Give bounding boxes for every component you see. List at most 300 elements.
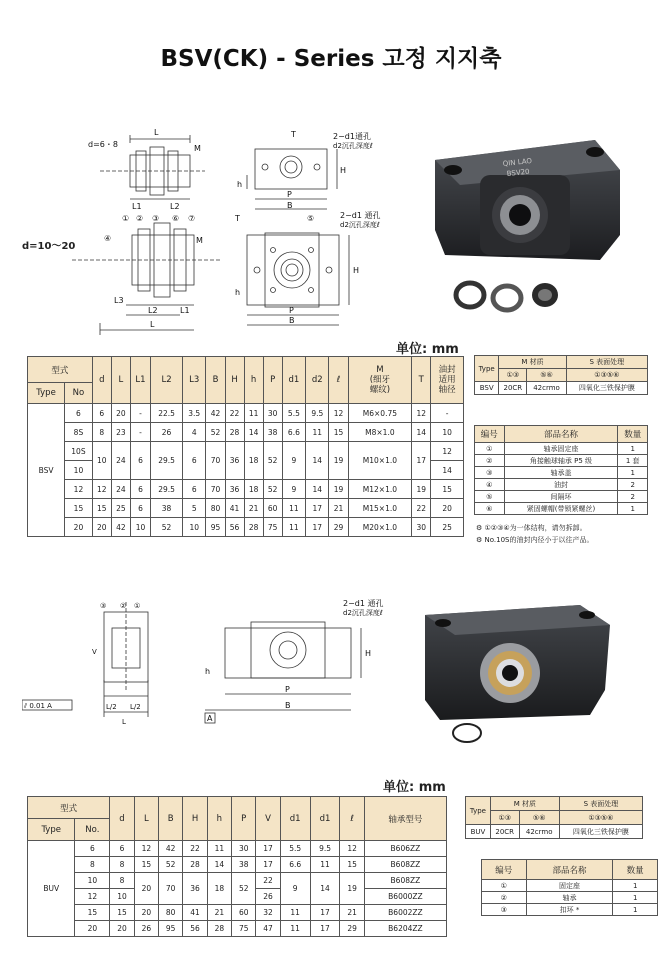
table-cell: 15	[340, 857, 364, 873]
table-cell: 20	[110, 921, 134, 937]
svg-text:M: M	[196, 236, 203, 245]
table-row	[475, 455, 648, 467]
buv-unit-label: 单位: mm	[383, 780, 446, 795]
table-cell: 42	[159, 841, 183, 857]
table-cell: 21	[329, 499, 348, 518]
table-header-cell: ℓ	[340, 797, 364, 841]
table-cell: 24	[111, 442, 130, 480]
table-row	[28, 404, 464, 423]
table-cell: 6	[92, 404, 111, 423]
table-header-cell: 部品名称	[526, 860, 613, 880]
table-cell: 油封	[504, 479, 618, 491]
note-icon-line: ⚙ ①②③④为一体结构，请勿拆卸。	[476, 524, 587, 532]
table-cell: 1	[613, 880, 658, 892]
table-cell: 28	[225, 423, 244, 442]
svg-text:B: B	[287, 201, 293, 210]
table-cell: 32	[256, 905, 280, 921]
table-cell: 70	[159, 873, 183, 905]
table-cell: 21	[207, 905, 231, 921]
table-cell: 扣环 *	[526, 904, 613, 916]
table-cell: 22.5	[151, 404, 183, 423]
table-cell: 14	[306, 442, 329, 480]
table-header-cell: d1	[310, 797, 340, 841]
svg-text:B: B	[285, 701, 291, 710]
table-cell: 10	[183, 518, 206, 537]
table-cell: 17	[412, 442, 431, 480]
table-cell: 6	[130, 499, 150, 518]
table-cell: 36	[225, 480, 244, 499]
table-header-cell: 数量	[618, 426, 648, 443]
table-cell: 1	[613, 904, 658, 916]
table-row	[475, 479, 648, 491]
table-header-cell: 轴承型号	[364, 797, 446, 841]
table-cell: B6002ZZ	[364, 905, 446, 921]
svg-text:P: P	[287, 190, 292, 199]
table-cell: 17	[256, 841, 280, 857]
table-cell: 11	[282, 499, 305, 518]
table-cell: 1	[618, 467, 648, 479]
svg-text:②: ②	[120, 602, 127, 610]
table-cell: -	[431, 404, 464, 423]
table-cell: 14	[244, 423, 263, 442]
svg-text:h: h	[205, 667, 211, 676]
note-icon: ⚙	[476, 524, 485, 532]
table-cell: 17	[310, 905, 340, 921]
table-cell: 70	[206, 442, 225, 480]
table-cell: 28	[207, 921, 231, 937]
table-cell: 6	[130, 442, 150, 480]
table-cell: 固定座	[526, 880, 613, 892]
table-cell: 紧固螺帽(带锁紧螺丝)	[504, 503, 618, 515]
table-header-cell: Type	[28, 383, 65, 404]
table-cell: 6	[75, 841, 110, 857]
table-cell: 52	[206, 423, 225, 442]
table-cell: BUV	[28, 841, 75, 937]
table-cell: 42crmo	[519, 825, 559, 839]
table-cell: 42crmo	[527, 382, 566, 395]
table-cell: 14	[207, 857, 231, 873]
table-header-cell: M 材质	[499, 356, 566, 369]
table-cell: 29.5	[151, 442, 183, 480]
svg-text:H: H	[340, 166, 347, 175]
svg-text:H: H	[365, 649, 372, 658]
table-cell: 25	[111, 499, 130, 518]
table-row	[28, 480, 464, 499]
table-cell: 6	[110, 841, 134, 857]
table-cell: 17	[306, 499, 329, 518]
bsv-side-drawing	[70, 125, 230, 340]
table-header-cell: ⑤⑥	[527, 369, 566, 382]
table-cell: 9.5	[310, 841, 340, 857]
table-cell: 8	[110, 873, 134, 889]
table-cell: 8	[92, 423, 111, 442]
table-cell: 15	[431, 480, 464, 499]
table-cell: 95	[159, 921, 183, 937]
table-row	[28, 873, 447, 889]
table-cell: 6.6	[280, 857, 310, 873]
table-cell: ③	[475, 467, 505, 479]
table-row	[482, 880, 658, 892]
table-row	[466, 825, 643, 839]
svg-text:L: L	[154, 128, 159, 137]
table-cell: 26	[256, 889, 280, 905]
table-cell: 12	[431, 442, 464, 461]
table-cell: 6	[130, 480, 150, 499]
table-header-cell: ℓ	[329, 357, 348, 404]
table-header-cell: h	[244, 357, 263, 404]
table-cell: 15	[65, 499, 93, 518]
bsv-notes	[476, 522, 656, 546]
table-cell: ①	[475, 443, 505, 455]
table-cell: 19	[412, 480, 431, 499]
table-cell: 22	[412, 499, 431, 518]
svg-text:2−d1 通孔: 2−d1 通孔	[340, 211, 381, 220]
svg-text:B: B	[289, 316, 295, 325]
table-cell: BSV	[28, 404, 65, 537]
table-cell: 22	[256, 873, 280, 889]
table-cell: 四氧化三铁保护膜	[559, 825, 642, 839]
table-cell: M12×1.0	[348, 480, 412, 499]
table-cell: 8	[75, 857, 110, 873]
table-row	[28, 442, 464, 461]
svg-text:③: ③	[100, 602, 107, 610]
table-cell: B608ZZ	[364, 857, 446, 873]
table-row	[475, 443, 648, 455]
table-cell: 29.5	[151, 480, 183, 499]
table-cell: 12	[340, 841, 364, 857]
table-cell: 95	[206, 518, 225, 537]
svg-text:P: P	[289, 306, 294, 315]
table-cell: 18	[207, 873, 231, 905]
table-row	[475, 491, 648, 503]
table-cell: 24	[111, 480, 130, 499]
svg-text:L1: L1	[132, 202, 142, 211]
table-cell: 47	[256, 921, 280, 937]
buv-dimension-table	[27, 796, 447, 937]
table-cell: 17	[310, 921, 340, 937]
table-cell: 4	[183, 423, 206, 442]
table-header-cell: d	[110, 797, 134, 841]
table-cell: 36	[225, 442, 244, 480]
table-header-cell: Type	[28, 819, 75, 841]
table-header-cell: ①③⑤⑥	[559, 811, 642, 825]
svg-text:③: ③	[152, 214, 160, 223]
table-cell: 14	[306, 480, 329, 499]
table-header-cell: L1	[130, 357, 150, 404]
svg-text:L2: L2	[148, 306, 158, 315]
table-cell: ②	[482, 892, 527, 904]
table-header-cell: 部品名称	[504, 426, 618, 443]
svg-text:L3: L3	[114, 296, 124, 305]
svg-text:2−d1 通孔: 2−d1 通孔	[343, 599, 384, 608]
table-cell: 38	[151, 499, 183, 518]
table-cell: 1	[618, 443, 648, 455]
table-cell: B6000ZZ	[364, 889, 446, 905]
table-cell: 四氧化三铁保护膜	[566, 382, 647, 395]
table-cell: 15	[110, 905, 134, 921]
table-header-cell: No	[65, 383, 93, 404]
table-row	[475, 382, 648, 395]
table-cell: M10×1.0	[348, 442, 412, 480]
table-cell: -	[130, 423, 150, 442]
table-header-cell: L2	[151, 357, 183, 404]
note-icon-line: ⚙ No.10S的油封内径小于以往产品。	[476, 536, 594, 544]
table-cell: 间隔环	[504, 491, 618, 503]
svg-text:L1: L1	[180, 306, 190, 315]
table-cell: 17	[256, 857, 280, 873]
table-cell: 3.5	[183, 404, 206, 423]
table-cell: 2	[618, 479, 648, 491]
table-cell: 12	[65, 480, 93, 499]
table-cell: 30	[232, 841, 256, 857]
svg-text:T: T	[235, 214, 240, 223]
table-cell: 36	[183, 873, 207, 905]
table-header-cell: 数量	[613, 860, 658, 880]
table-cell: 30	[263, 404, 282, 423]
table-cell: -	[130, 404, 150, 423]
table-cell: 22	[183, 841, 207, 857]
table-cell: 52	[263, 480, 282, 499]
svg-text:⑤: ⑤	[307, 214, 315, 223]
table-cell: 11	[306, 423, 329, 442]
note-icon: ⚙	[476, 536, 485, 544]
table-cell: 75	[263, 518, 282, 537]
label-d-large: d=10～20	[22, 241, 76, 252]
table-cell: ②	[475, 455, 505, 467]
bsv-parts-table	[474, 425, 648, 515]
svg-text:P: P	[285, 685, 290, 694]
table-cell: 11	[280, 905, 310, 921]
table-header-cell: M 材质	[490, 797, 559, 811]
svg-text:d2沉孔深度ℓ: d2沉孔深度ℓ	[340, 221, 380, 229]
label-d-small: d=6・8	[88, 140, 118, 149]
table-cell: 14	[310, 873, 340, 905]
table-row	[482, 904, 658, 916]
bsv-material-table	[474, 355, 648, 395]
table-cell: 12	[75, 889, 110, 905]
table-cell: 19	[329, 442, 348, 480]
table-cell: 14	[431, 461, 464, 480]
table-cell: 10	[130, 518, 150, 537]
table-cell: 15	[75, 905, 110, 921]
table-cell: 12	[329, 404, 348, 423]
table-cell: 9	[282, 442, 305, 480]
svg-text:h: h	[237, 180, 243, 189]
table-row	[28, 499, 464, 518]
table-cell: 11	[282, 518, 305, 537]
table-cell: 18	[244, 442, 263, 480]
svg-text:2−d1通孔: 2−d1通孔	[333, 132, 371, 141]
table-header-cell: M (细牙 螺纹)	[348, 357, 412, 404]
table-header-cell: B	[159, 797, 183, 841]
table-header-cell: No.	[75, 819, 110, 841]
table-cell: 41	[183, 905, 207, 921]
svg-text:⫽ 0.01 A: ⫽ 0.01 A	[24, 702, 52, 710]
table-cell: 52	[232, 873, 256, 905]
table-cell: 38	[232, 857, 256, 873]
svg-text:L/2: L/2	[106, 703, 117, 711]
table-header-cell: P	[232, 797, 256, 841]
svg-text:d2沉孔深度ℓ: d2沉孔深度ℓ	[343, 609, 383, 617]
table-header-cell: V	[256, 797, 280, 841]
buv-front-drawing	[195, 592, 395, 732]
svg-text:L: L	[150, 320, 155, 329]
table-row	[28, 857, 447, 873]
table-cell: 10	[110, 889, 134, 905]
table-cell: 11	[244, 404, 263, 423]
table-cell: BUV	[466, 825, 491, 839]
table-header-cell: S 表面处理	[566, 356, 647, 369]
table-header-cell: H	[225, 357, 244, 404]
table-cell: 10	[75, 873, 110, 889]
table-header-cell: 型式	[28, 797, 110, 819]
svg-text:T: T	[291, 130, 296, 139]
buv-side-drawing	[22, 592, 197, 732]
table-cell: 22	[225, 404, 244, 423]
table-cell: 1 套	[618, 455, 648, 467]
table-cell: 23	[111, 423, 130, 442]
bsv-front-drawing	[225, 125, 400, 340]
table-cell: 26	[151, 423, 183, 442]
table-row	[28, 905, 447, 921]
table-cell: 38	[263, 423, 282, 442]
table-cell: 2	[618, 491, 648, 503]
svg-text:V: V	[92, 648, 97, 656]
table-header-cell: Type	[466, 797, 491, 825]
table-cell: 56	[183, 921, 207, 937]
table-cell: 52	[159, 857, 183, 873]
table-cell: 20	[65, 518, 93, 537]
table-cell: 28	[244, 518, 263, 537]
table-cell: 20	[111, 404, 130, 423]
table-cell: 14	[412, 423, 431, 442]
table-header-cell: 编号	[482, 860, 527, 880]
table-header-cell: 型式	[28, 357, 93, 383]
table-cell: 10	[65, 461, 93, 480]
table-cell: 6	[183, 480, 206, 499]
table-header-cell: S 表面处理	[559, 797, 642, 811]
table-cell: 42	[206, 404, 225, 423]
table-cell: 1	[613, 892, 658, 904]
table-cell: 5	[183, 499, 206, 518]
table-header-cell: d1	[280, 797, 310, 841]
table-cell: 60	[263, 499, 282, 518]
table-cell: 28	[183, 857, 207, 873]
table-cell: 56	[225, 518, 244, 537]
table-header-cell: h	[207, 797, 231, 841]
svg-text:①: ①	[134, 602, 141, 610]
table-row	[28, 423, 464, 442]
svg-text:A: A	[207, 714, 213, 723]
table-cell: ④	[475, 479, 505, 491]
table-cell: 19	[340, 873, 364, 905]
table-header-cell: d1	[282, 357, 305, 404]
table-cell: ①	[482, 880, 527, 892]
page-title: BSV(CK) - Series 고정 지지축	[160, 46, 502, 72]
table-cell: 26	[134, 921, 158, 937]
table-cell: 20	[75, 921, 110, 937]
buv-product-photo	[415, 595, 615, 760]
table-cell: 11	[280, 921, 310, 937]
table-cell: B606ZZ	[364, 841, 446, 857]
table-cell: ⑤	[475, 491, 505, 503]
table-cell: 20	[431, 499, 464, 518]
svg-text:⑥: ⑥	[172, 214, 180, 223]
table-header-cell: Type	[475, 356, 499, 382]
table-cell: 75	[232, 921, 256, 937]
svg-text:L/2: L/2	[130, 703, 141, 711]
buv-material-table	[465, 796, 643, 839]
table-cell: 轴承	[526, 892, 613, 904]
svg-text:d2沉孔深度ℓ: d2沉孔深度ℓ	[333, 142, 373, 150]
table-cell: 5.5	[282, 404, 305, 423]
svg-text:②: ②	[136, 214, 144, 223]
table-cell: 8S	[65, 423, 93, 442]
table-row	[28, 841, 447, 857]
table-cell: 80	[206, 499, 225, 518]
table-header-cell: L3	[183, 357, 206, 404]
table-header-cell: ①③	[490, 811, 519, 825]
table-cell: B608ZZ	[364, 873, 446, 889]
table-header-cell: T	[412, 357, 431, 404]
table-cell: 30	[412, 518, 431, 537]
table-cell: 6.6	[282, 423, 305, 442]
table-row	[475, 503, 648, 515]
table-cell: 11	[207, 841, 231, 857]
table-cell: 41	[225, 499, 244, 518]
table-cell: 70	[206, 480, 225, 499]
table-cell: 29	[329, 518, 348, 537]
table-header-cell: L	[134, 797, 158, 841]
table-cell: 8	[110, 857, 134, 873]
table-cell: 10	[431, 423, 464, 442]
table-cell: 29	[340, 921, 364, 937]
table-header-cell: H	[183, 797, 207, 841]
table-cell: 10	[92, 442, 111, 480]
table-header-cell: 油封 适用 轴径	[431, 357, 464, 404]
table-cell: ⑥	[475, 503, 505, 515]
table-cell: M15×1.0	[348, 499, 412, 518]
table-cell: 21	[340, 905, 364, 921]
table-cell: 52	[263, 442, 282, 480]
table-cell: 52	[151, 518, 183, 537]
table-header-cell: B	[206, 357, 225, 404]
table-cell: 6	[65, 404, 93, 423]
table-cell: BSV	[475, 382, 499, 395]
table-row	[28, 921, 447, 937]
svg-text:H: H	[353, 266, 360, 275]
table-cell: 20	[92, 518, 111, 537]
table-cell: 60	[232, 905, 256, 921]
table-cell: 1	[618, 503, 648, 515]
table-cell: M8×1.0	[348, 423, 412, 442]
table-header-cell: 编号	[475, 426, 505, 443]
table-cell: 12	[134, 841, 158, 857]
table-cell: 21	[244, 499, 263, 518]
buv-parts-table	[481, 859, 658, 916]
svg-text:h: h	[235, 288, 241, 297]
table-cell: 9	[280, 873, 310, 905]
table-row	[482, 892, 658, 904]
table-cell: M20×1.0	[348, 518, 412, 537]
table-row	[475, 467, 648, 479]
svg-text:④: ④	[104, 234, 112, 243]
bsv-dimension-table	[27, 356, 464, 537]
table-cell: M6×0.75	[348, 404, 412, 423]
svg-text:L2: L2	[170, 202, 180, 211]
table-cell: 10S	[65, 442, 93, 461]
svg-text:L: L	[122, 718, 126, 726]
